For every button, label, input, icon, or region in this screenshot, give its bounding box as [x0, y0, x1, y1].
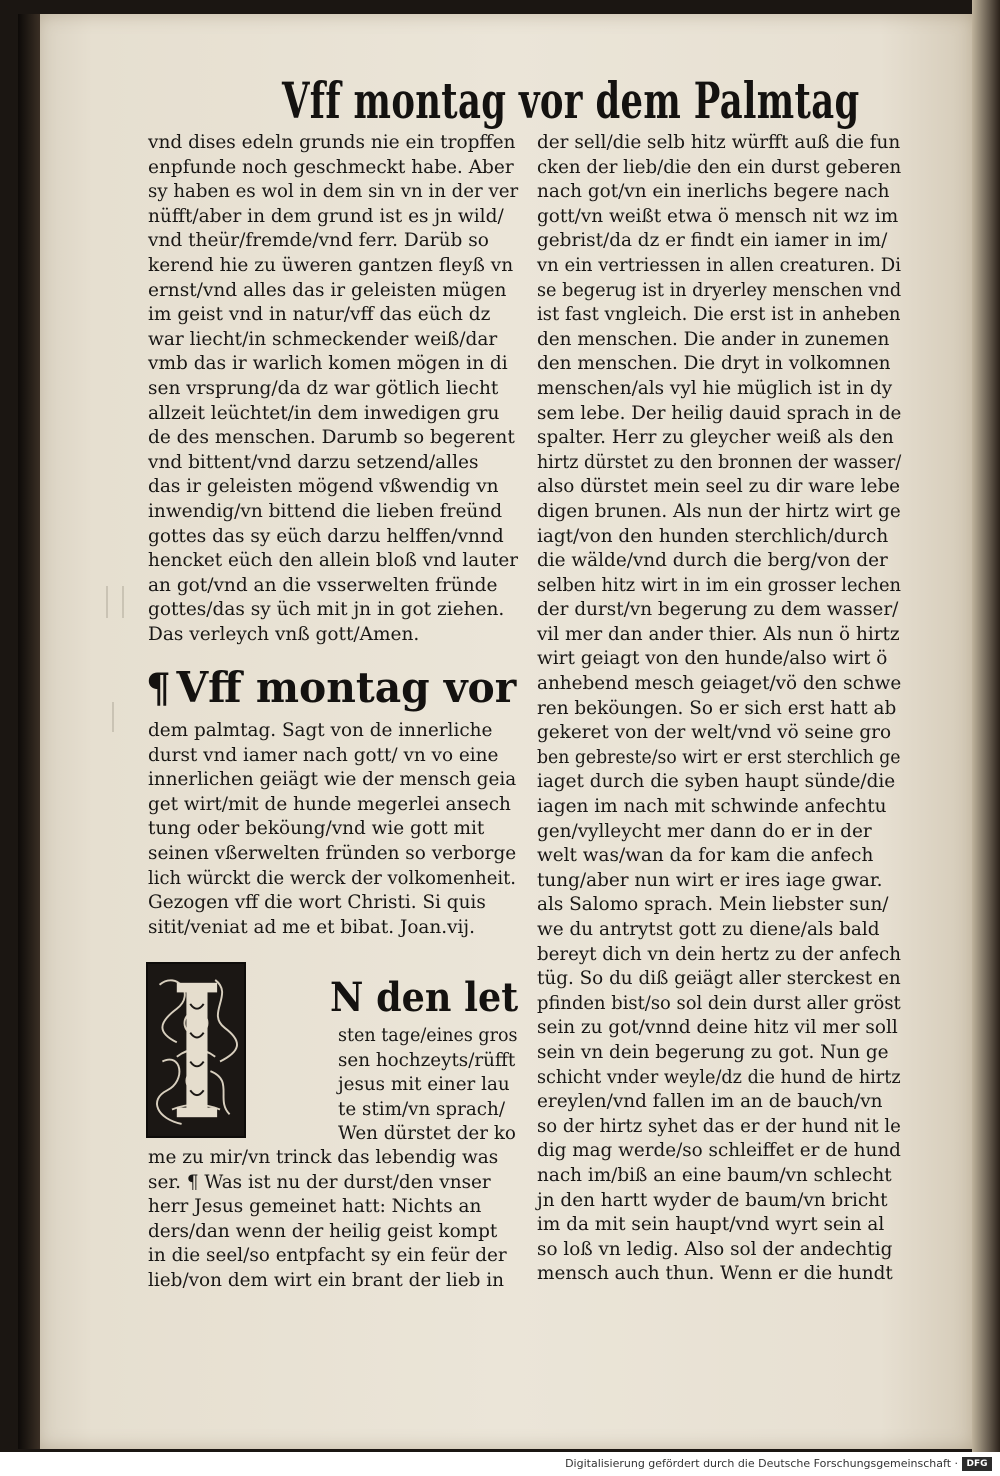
text-line: gen/vylleycht mer dann do er in der: [537, 820, 872, 842]
text-line: vn ein vertriessen in allen creaturen. Di: [537, 254, 901, 276]
text-line: im geist vnd in natur/vff das eüch dz: [148, 304, 491, 326]
text-line: enpfunde noch geschmeckt habe. Aber: [148, 156, 514, 178]
text-line: ders/dan wenn der heilig geist kompt: [148, 1220, 498, 1242]
text-line: nüfft/aber in dem grund ist es jn wild/: [148, 205, 504, 227]
text-line: dig mag werde/so schleiffet er de hund: [537, 1140, 901, 1162]
text-line: Wen dürstet der ko: [338, 1123, 516, 1145]
text-line: sen vrsprung/da dz war götlich liecht: [148, 377, 499, 399]
text-line: in die seel/so entpfacht sy ein feür der: [148, 1245, 507, 1267]
text-line: inwendig/vn bittend die lieben freünd: [148, 500, 503, 522]
text-line: ben gebreste/so wirt er erst sterchlich ge: [537, 746, 901, 768]
text-line: digen brunen. Als nun der hirtz wirt ge: [537, 500, 901, 522]
text-line: mensch auch thun. Wenn er die hundt: [537, 1263, 893, 1285]
text-line: vnd dises edeln grunds nie ein tropffen: [148, 132, 516, 153]
text-line: iaget durch die syben haupt sünde/die: [537, 771, 896, 793]
text-line: iagen im nach mit schwinde anfechtu: [537, 796, 887, 818]
page-edge: [972, 0, 1000, 1452]
text-line: sy haben es wol in dem sin vn in der ver: [148, 181, 519, 203]
text-line: herr Jesus gemeinet hatt: Nichts an: [148, 1196, 482, 1218]
text-line: durst vnd iamer nach gott/ vn vo eine: [148, 744, 499, 766]
text-line: welt was/wan da for kam die anfech: [537, 845, 874, 867]
paragraph-mark: ¶: [146, 665, 171, 712]
text-line: jn den hartt wyder de baum/vn bricht: [537, 1189, 888, 1211]
text-line: me zu mir/vn trinck das lebendig was: [148, 1147, 499, 1168]
text-line: sten tage/eines gros: [338, 1025, 518, 1046]
section-summary: [148, 719, 518, 940]
text-line: im da mit sein haupt/vnd wyrt sein al: [537, 1214, 885, 1236]
text-line: Das verleych vnß gott/Amen.: [148, 623, 420, 645]
decorated-initial: [146, 962, 246, 1138]
text-line: die wälde/vnd durch die berg/von der: [537, 550, 888, 572]
text-line: also dürstet mein seel zu dir ware lebe: [537, 476, 901, 498]
text-line: so der hirtz syhet das er der hund nit le: [537, 1115, 901, 1137]
running-head: Vff montag vor dem Palmtag: [282, 71, 860, 130]
text-line: der durst/vn begerung zu dem wasser/: [537, 599, 899, 621]
text-line: sem lebe. Der heilig dauid sprach in de: [537, 402, 902, 424]
text-line: ren beköungen. So er sich erst hatt ab: [537, 697, 897, 719]
text-line: ereylen/vnd fallen im an de bauch/vn: [537, 1091, 883, 1113]
text-line: gott/vn weißt etwa ö mensch nit wz im: [537, 205, 899, 227]
text-line: der sell/die selb hitz würfft auß die fun: [537, 132, 901, 153]
text-line: get wirt/mit de hunde megerlei ansech: [148, 793, 511, 815]
text-line: so loß vn ledig. Also sol der andechtig: [537, 1238, 893, 1260]
text-line: als Salomo sprach. Mein liebster sun/: [537, 894, 889, 916]
text-line: den menschen. Die dryt in volkomnen: [537, 353, 891, 375]
text-line: cken der lieb/die den ein durst geberen: [537, 156, 902, 178]
ink-bleed-mark: [112, 702, 124, 732]
text-line: dem palmtag. Sagt von de innerliche: [148, 720, 493, 741]
text-line: gebrist/da dz er findt ein iamer in im/: [537, 230, 888, 252]
text-line: tüg. So du diß geiägt aller sterckest en: [537, 968, 901, 990]
decorated-initial-ornament: [148, 964, 244, 1136]
text-line: sitit/veniat ad me et bibat. Joan.vij.: [148, 916, 475, 938]
text-line: nach got/vn ein inerlichs begere nach: [537, 181, 890, 203]
text-line: wirt geiagt von den hunde/also wirt ö: [537, 648, 888, 670]
text-beside-initial: [338, 1024, 520, 1147]
text-line: nach im/biß an eine baum/vn schlecht: [537, 1164, 892, 1186]
text-line: den menschen. Die ander in zunemen: [537, 328, 890, 350]
text-line: lich würckt die werck der volkomenheit.: [148, 867, 517, 889]
text-line: innerlichen geiägt wie der mensch geia: [148, 769, 517, 791]
text-line: vnd bittent/vnd darzu setzend/alles: [148, 451, 479, 473]
left-column-bottom: [148, 1146, 518, 1294]
text-line: lieb/von dem wirt ein brant der lieb in: [148, 1269, 505, 1291]
text-line: gottes/das sy üch mit jn in got ziehen.: [148, 599, 505, 621]
text-line: allzeit leüchtet/in dem inwedigen gru: [148, 402, 500, 424]
text-line: tung/aber nun wirt er ires iage gwar.: [537, 869, 883, 891]
text-line: schicht vnder weyle/dz die hund de hirtz: [537, 1066, 901, 1088]
text-line: vmb das ir warlich komen mögen in di: [148, 353, 508, 375]
text-line: te stim/vn sprach/: [338, 1098, 506, 1120]
text-line: hencket eüch den allein bloß vnd lauter: [148, 550, 519, 572]
ink-bleed-mark: [106, 586, 124, 618]
text-line: ist fast vngleich. Die erst ist in anheben: [537, 304, 901, 326]
text-line: spalter. Herr zu gleycher weiß als den: [537, 427, 894, 449]
text-line: anhebend mesch geiaget/vö den schwe: [537, 673, 902, 695]
dfg-logo: DFG: [962, 1457, 992, 1471]
text-line: pfinden bist/so sol dein durst aller gröst: [537, 992, 901, 1014]
text-line: bereyt dich vn dein hertz zu der anfech: [537, 943, 901, 965]
initial-heading-rest: N den let: [330, 974, 519, 1021]
text-line: se begerug ist in dryerley menschen vnd: [537, 279, 902, 301]
text-line: sen hochzeyts/rüfft: [338, 1049, 516, 1071]
text-line: sein zu got/vnnd deine hitz vil mer soll: [537, 1017, 898, 1039]
text-line: war liecht/in schmeckender weiß/dar: [148, 328, 498, 350]
text-line: menschen/als vyl hie müglich ist in dy: [537, 377, 893, 399]
text-line: we du antrytst gott zu diene/als bald: [537, 919, 880, 940]
text-line: vil mer dan ander thier. Als nun ö hirtz: [537, 623, 900, 645]
text-line: iagt/von den hunden sterchlich/durch: [537, 525, 889, 547]
section-heading: [146, 660, 517, 716]
text-line: an got/vnd an die vsserwelten fründe: [148, 574, 498, 596]
text-line: Gezogen vff die wort Christi. Si quis: [148, 892, 486, 914]
text-line: das ir geleisten mögend vßwendig vn: [148, 476, 499, 498]
page-gutter: [18, 14, 40, 1449]
left-column-top: [148, 131, 518, 647]
text-line: de des menschen. Darumb so begerent: [148, 427, 515, 449]
text-line: selben hitz wirt in im ein grosser lechen: [537, 574, 901, 596]
text-line: hirtz dürstet zu den bronnen der wasser/: [537, 451, 902, 473]
text-line: vnd theür/fremde/vnd ferr. Darüb so: [148, 230, 489, 252]
text-line: kerend hie zu üweren gantzen fleyß vn: [148, 254, 514, 276]
text-line: ser. ¶ Was ist nu der durst/den vnser: [148, 1171, 491, 1193]
text-line: jesus mit einer lau: [338, 1074, 510, 1096]
text-line: ernst/vnd alles das ir geleisten mügen: [148, 279, 507, 301]
right-column: [537, 131, 903, 1287]
text-line: sein vn dein begerung zu got. Nun ge: [537, 1041, 889, 1063]
text-line: gekeret von der welt/vnd vö seine gro: [537, 722, 892, 744]
text-line: gottes das sy eüch darzu helffen/vnnd: [148, 525, 504, 547]
footer-credit: Digitalisierung gefördert durch die Deutsche Forschungsgemeinschaft ·: [565, 1457, 958, 1470]
text-line: seinen vßerwelten fründen so verborge: [148, 842, 517, 864]
section-heading-text: Vff montag vor: [176, 663, 517, 712]
text-line: tung oder beköung/vnd wie gott mit: [148, 818, 485, 840]
